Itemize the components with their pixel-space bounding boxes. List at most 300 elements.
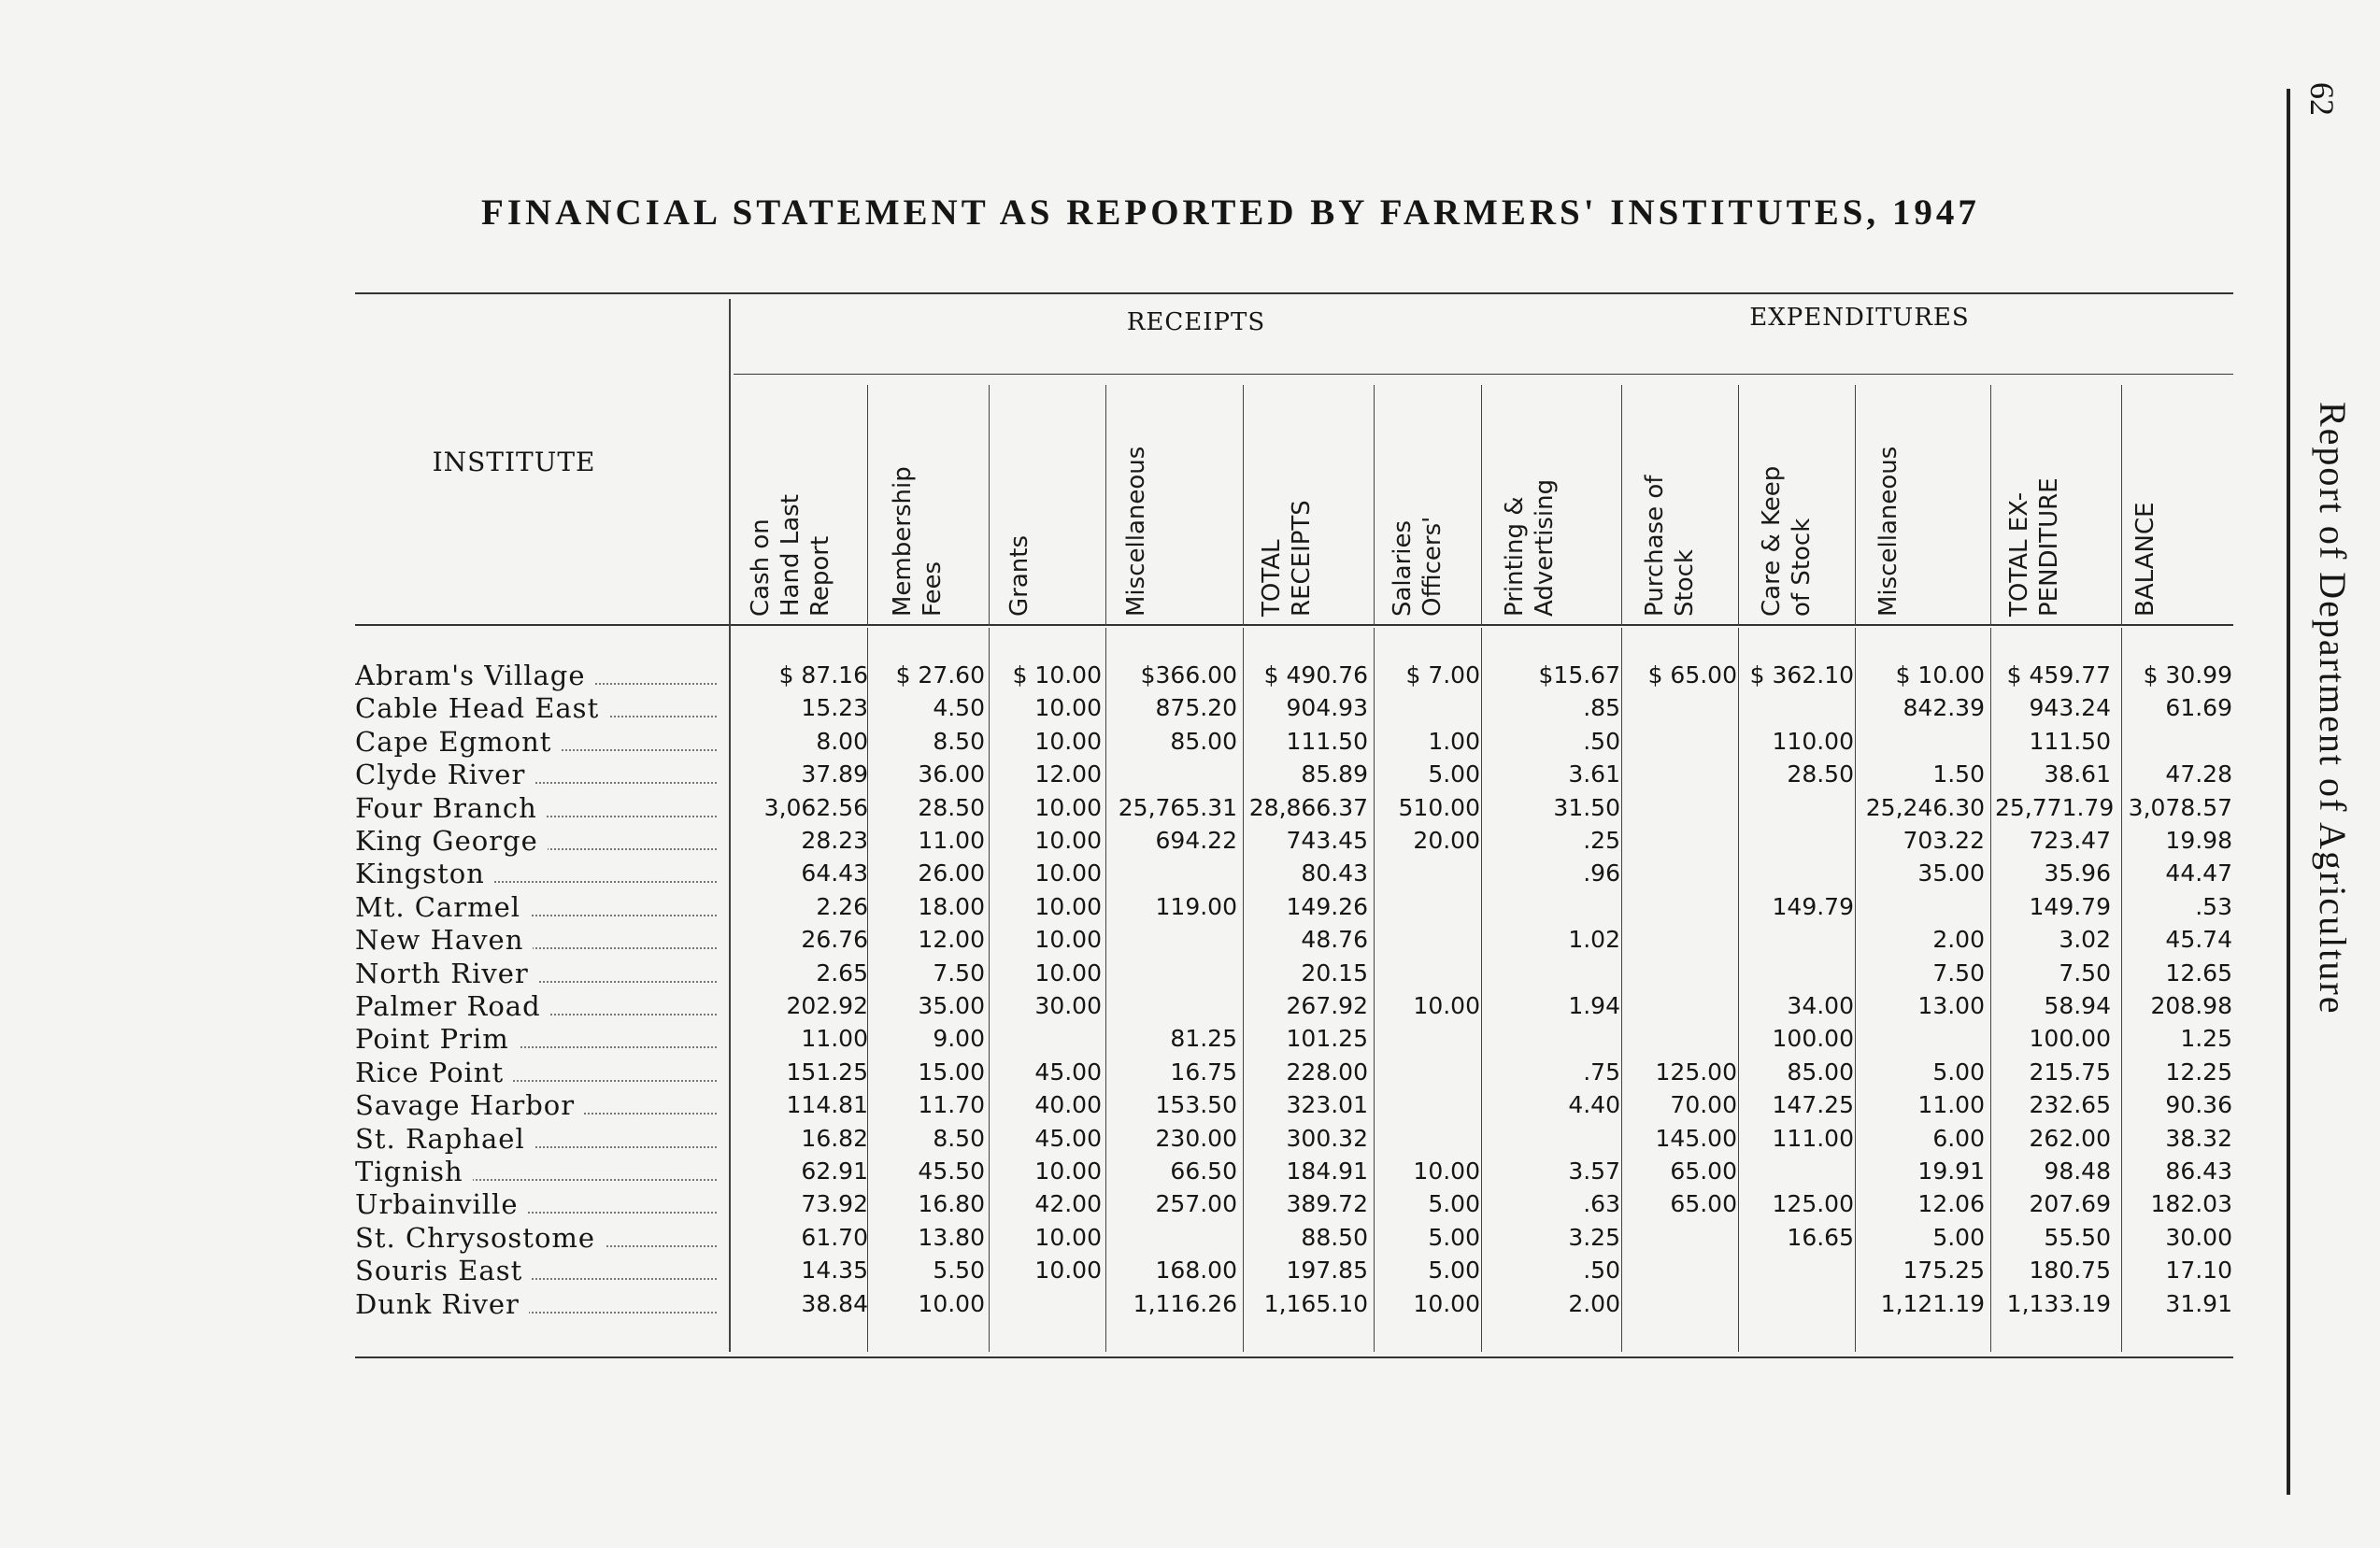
value-cell: 12.65	[2165, 959, 2232, 987]
value-cell	[1631, 1257, 1737, 1287]
expenditures-heading: EXPENDITURES	[1749, 304, 1970, 332]
value-cell	[995, 1025, 1102, 1056]
value-cell: 61.69	[2165, 694, 2232, 722]
value-cell: $ 65.00	[1647, 661, 1737, 689]
value-cell: 207.69	[2029, 1190, 2111, 1218]
value-cell: 19.91	[1917, 1157, 1985, 1185]
institute-name-cell	[355, 858, 724, 890]
value-cell: 11.00	[1917, 1091, 1985, 1119]
value-cell	[1378, 893, 1480, 924]
table-row	[355, 792, 2243, 825]
value-cell: 389.72	[1286, 1190, 1368, 1218]
value-cell: 1,121.19	[1880, 1289, 1985, 1317]
value-cell: 1,165.10	[1263, 1289, 1368, 1317]
value-cell: 45.74	[2165, 926, 2232, 954]
value-cell: 37.89	[801, 760, 868, 788]
value-cell: 145.00	[1655, 1124, 1737, 1152]
value-cell: 3.25	[1568, 1223, 1620, 1251]
value-cell: 10.00	[918, 1289, 985, 1317]
value-cell: 1,116.26	[1133, 1289, 1237, 1317]
value-cell: 12.00	[918, 926, 985, 954]
value-cell	[1747, 827, 1854, 858]
column-header	[1121, 383, 1243, 617]
value-cell: 125.00	[1772, 1190, 1854, 1218]
value-cell: 7.50	[1932, 959, 1985, 987]
value-cell: 25,765.31	[1118, 793, 1237, 821]
institute-column-header: INSTITUTE	[432, 447, 596, 477]
institute-name: Souris East	[355, 1255, 532, 1286]
institute-name: St. Chrysostome	[355, 1222, 605, 1254]
institute-name-cell	[355, 891, 724, 924]
value-cell: 182.03	[2150, 1190, 2232, 1218]
value-cell: 28.50	[918, 793, 985, 821]
value-cell: 38.61	[2044, 760, 2111, 788]
value-cell: 73.92	[801, 1190, 868, 1218]
value-cell: 35.00	[1917, 859, 1985, 888]
value-cell: 5.00	[1428, 1223, 1480, 1251]
value-cell: .53	[2195, 892, 2232, 920]
institute-name-cell	[355, 1023, 724, 1056]
value-cell: $ 490.76	[1263, 661, 1368, 689]
value-cell	[1864, 1025, 1985, 1056]
institute-name-cell	[355, 1288, 724, 1321]
value-cell: $366.00	[1140, 661, 1237, 689]
institute-name: Cable Head East	[355, 692, 608, 724]
value-cell: 111.50	[2029, 727, 2111, 755]
value-cell: 44.47	[2165, 859, 2232, 888]
value-cell: 300.32	[1286, 1124, 1368, 1152]
column-header	[1757, 383, 1860, 617]
value-cell: 61.70	[801, 1223, 868, 1251]
page-number: 62	[2303, 82, 2341, 116]
value-cell: 26.76	[801, 926, 868, 954]
value-cell	[1631, 694, 1737, 725]
value-cell: 88.50	[1301, 1223, 1368, 1251]
value-cell: 149.79	[1772, 892, 1854, 920]
value-cell: 85.00	[1787, 1058, 1854, 1086]
value-cell: 16.75	[1170, 1058, 1237, 1086]
column-header-label: Miscellaneous	[1874, 446, 1903, 617]
value-cell: 703.22	[1903, 827, 1985, 854]
value-cell: 42.00	[1034, 1190, 1102, 1218]
value-cell: 19.98	[2165, 827, 2232, 854]
value-cell	[1631, 893, 1737, 924]
value-cell: 1.00	[1428, 727, 1480, 755]
value-cell: 10.00	[1034, 1157, 1102, 1185]
value-cell: 11.00	[801, 1025, 868, 1053]
value-cell: $ 87.16	[778, 661, 868, 689]
value-cell: 98.48	[2044, 1157, 2111, 1185]
institute-name: Tignish	[355, 1156, 473, 1187]
value-cell: .75	[1583, 1058, 1620, 1086]
value-cell	[1747, 1157, 1854, 1188]
institute-name: Point Prim	[355, 1023, 519, 1055]
value-cell: 1.94	[1568, 992, 1620, 1019]
value-cell: 4.50	[933, 694, 985, 722]
value-cell	[1631, 760, 1737, 791]
table-row	[355, 825, 2243, 858]
value-cell	[1378, 1058, 1480, 1089]
value-cell	[1631, 1224, 1737, 1255]
institute-name: Clyde River	[355, 759, 534, 790]
institute-name-cell	[355, 1188, 724, 1221]
value-cell: $ 10.00	[1012, 661, 1102, 689]
value-cell	[1112, 760, 1237, 791]
value-cell: 28,866.37	[1248, 793, 1368, 821]
value-cell: 101.25	[1286, 1025, 1368, 1053]
value-cell: 2.00	[1932, 926, 1985, 954]
column-header	[1005, 383, 1107, 617]
value-cell: 149.79	[2029, 892, 2111, 920]
table-row	[355, 1188, 2243, 1221]
value-cell	[1631, 992, 1737, 1023]
value-cell: 228.00	[1286, 1058, 1368, 1086]
value-cell: 26.00	[918, 859, 985, 888]
value-cell	[1747, 959, 1854, 990]
value-cell: 58.94	[2044, 992, 2111, 1019]
running-header: Report of Department of Agriculture	[2312, 402, 2354, 1015]
column-rule	[1481, 385, 1482, 626]
value-cell: 267.92	[1286, 992, 1368, 1019]
value-cell: 10.00	[1413, 1157, 1480, 1185]
value-cell: 81.25	[1170, 1025, 1237, 1053]
institute-name-cell	[355, 660, 724, 692]
value-cell: 943.24	[2029, 694, 2111, 722]
value-cell	[1490, 1025, 1620, 1056]
value-cell	[1747, 859, 1854, 890]
value-cell: 9.00	[933, 1025, 985, 1053]
value-cell: 694.22	[1155, 827, 1237, 854]
value-cell: 64.43	[801, 859, 868, 888]
value-cell: 38.84	[801, 1289, 868, 1317]
value-cell: 6.00	[1932, 1124, 1985, 1152]
value-cell: 47.28	[2165, 760, 2232, 788]
value-cell: .85	[1583, 694, 1620, 722]
value-cell: 35.96	[2044, 859, 2111, 888]
column-header	[1640, 383, 1743, 617]
institute-name-cell	[355, 726, 724, 759]
table-row	[355, 1057, 2243, 1089]
value-cell: 85.00	[1170, 727, 1237, 755]
value-cell: 5.50	[933, 1257, 985, 1285]
value-cell: 55.50	[2044, 1223, 2111, 1251]
value-cell	[2121, 728, 2232, 759]
value-cell	[1490, 959, 1620, 990]
value-cell: 842.39	[1903, 694, 1985, 722]
value-cell: 168.00	[1155, 1257, 1237, 1285]
value-cell	[1631, 926, 1737, 957]
value-cell: 10.00	[1034, 694, 1102, 722]
value-cell: 743.45	[1286, 827, 1368, 854]
page-title: FINANCIAL STATEMENT AS REPORTED BY FARMERS' INSTITUTES, 1947	[481, 192, 1980, 233]
value-cell: 80.43	[1301, 859, 1368, 888]
column-rule	[1621, 385, 1622, 626]
table-row	[355, 692, 2243, 725]
institute-name-cell	[355, 1057, 724, 1089]
table-row	[355, 990, 2243, 1023]
value-cell: 723.47	[2029, 827, 2111, 854]
column-header	[2131, 383, 2238, 617]
value-cell: 202.92	[786, 992, 868, 1019]
header-bottom-rule	[355, 624, 2233, 626]
value-cell	[1864, 893, 1985, 924]
value-cell	[1112, 926, 1237, 957]
value-cell: 8.50	[933, 727, 985, 755]
value-cell	[1631, 1025, 1737, 1056]
value-cell: 119.00	[1155, 892, 1237, 920]
value-cell: 35.00	[918, 992, 985, 1019]
table-row	[355, 1222, 2243, 1255]
table-row	[355, 1156, 2243, 1188]
value-cell	[1112, 1224, 1237, 1255]
institute-name: King George	[355, 825, 548, 857]
column-header-label: Miscellaneous	[1122, 446, 1150, 617]
value-cell: 16.82	[801, 1124, 868, 1152]
value-cell: 230.00	[1155, 1124, 1237, 1152]
table-row	[355, 1123, 2243, 1156]
value-cell	[1631, 728, 1737, 759]
institute-name-cell	[355, 1156, 724, 1188]
value-cell: 2.26	[816, 892, 868, 920]
page-edge-rule	[2287, 89, 2290, 1495]
value-cell: 8.00	[816, 727, 868, 755]
column-rule	[1990, 385, 1991, 626]
column-header	[746, 383, 874, 617]
value-cell: 10.00	[1034, 827, 1102, 854]
value-cell: 12.06	[1917, 1190, 1985, 1218]
value-cell: 184.91	[1286, 1157, 1368, 1185]
institute-name-cell	[355, 759, 724, 791]
column-header-label: Grants	[1005, 535, 1033, 617]
value-cell	[1378, 1025, 1480, 1056]
institute-name: Dunk River	[355, 1288, 529, 1320]
value-cell: 5.00	[1428, 1190, 1480, 1218]
value-cell: 10.00	[1034, 892, 1102, 920]
table-row	[355, 759, 2243, 791]
value-cell: 114.81	[786, 1091, 868, 1119]
section-rule	[734, 374, 2233, 375]
value-cell: 147.25	[1772, 1091, 1854, 1119]
value-cell: 20.00	[1413, 827, 1480, 854]
value-cell	[1864, 728, 1985, 759]
institute-name-cell	[355, 1123, 724, 1156]
value-cell: 262.00	[2029, 1124, 2111, 1152]
institute-name: Kingston	[355, 858, 494, 889]
value-cell	[1631, 859, 1737, 890]
value-cell: 3.57	[1568, 1157, 1620, 1185]
value-cell: 65.00	[1670, 1190, 1737, 1218]
value-cell: 14.35	[801, 1257, 868, 1285]
value-cell: 3.02	[2059, 926, 2111, 954]
column-rule	[1738, 385, 1739, 626]
value-cell: 18.00	[918, 892, 985, 920]
value-cell: 5.00	[1428, 1257, 1480, 1285]
value-cell	[1631, 1290, 1737, 1321]
institute-name-cell	[355, 924, 724, 957]
value-cell: 5.00	[1428, 760, 1480, 788]
value-cell: 10.00	[1034, 926, 1102, 954]
value-cell: 323.01	[1286, 1091, 1368, 1119]
institute-name-cell	[355, 825, 724, 858]
table-row	[355, 1255, 2243, 1287]
column-rule	[867, 385, 868, 626]
value-cell: $ 7.00	[1405, 661, 1480, 689]
institute-name-cell	[355, 792, 724, 825]
value-cell: 11.00	[918, 827, 985, 854]
value-cell: 31.91	[2165, 1289, 2232, 1317]
value-cell: 197.85	[1286, 1257, 1368, 1285]
institute-name-cell	[355, 990, 724, 1023]
value-cell: 90.36	[2165, 1091, 2232, 1119]
value-cell: 16.80	[918, 1190, 985, 1218]
value-cell	[1112, 959, 1237, 990]
table-row	[355, 958, 2243, 990]
value-cell	[1378, 959, 1480, 990]
institute-name: Rice Point	[355, 1057, 513, 1088]
value-cell: 12.25	[2165, 1058, 2232, 1086]
value-cell: 10.00	[1034, 727, 1102, 755]
column-header-label: Salaries Officers'	[1389, 516, 1447, 617]
value-cell: 4.40	[1568, 1091, 1620, 1119]
value-cell: 100.00	[2029, 1025, 2111, 1053]
institute-name: Four Branch	[355, 792, 547, 824]
value-cell: 28.23	[801, 827, 868, 854]
value-cell: 10.00	[1034, 859, 1102, 888]
table-row	[355, 924, 2243, 957]
value-cell: 3,062.56	[763, 793, 868, 821]
value-cell: 111.00	[1772, 1124, 1854, 1152]
institute-name: North River	[355, 958, 538, 989]
value-cell: 875.20	[1155, 694, 1237, 722]
value-cell: 1.50	[1932, 760, 1985, 788]
institute-name-cell	[355, 1089, 724, 1122]
value-cell	[1112, 859, 1237, 890]
value-cell: 10.00	[1034, 1257, 1102, 1285]
receipts-heading: RECEIPTS	[1126, 308, 1266, 336]
table-row	[355, 726, 2243, 759]
value-cell: $ 10.00	[1895, 661, 1985, 689]
value-cell: 25,246.30	[1865, 793, 1985, 821]
value-cell: 904.93	[1286, 694, 1368, 722]
value-cell: 30.00	[1034, 992, 1102, 1019]
table-row	[355, 1288, 2243, 1321]
value-cell: 2.65	[816, 959, 868, 987]
institute-name: Cape Egmont	[355, 726, 561, 758]
institute-name: St. Raphael	[355, 1123, 534, 1155]
value-cell: 48.76	[1301, 926, 1368, 954]
value-cell: 30.00	[2165, 1223, 2232, 1251]
value-cell: 25,771.79	[1995, 793, 2115, 821]
value-cell: $ 362.10	[1749, 661, 1854, 689]
value-cell: 5.00	[1932, 1223, 1985, 1251]
value-cell: 125.00	[1655, 1058, 1737, 1086]
value-cell: 38.32	[2165, 1124, 2232, 1152]
value-cell: 66.50	[1170, 1157, 1237, 1185]
value-cell: 7.50	[933, 959, 985, 987]
value-cell	[1490, 1125, 1620, 1156]
value-cell: 62.91	[801, 1157, 868, 1185]
value-cell: .96	[1583, 859, 1620, 888]
column-header	[1500, 383, 1626, 617]
table-row	[355, 891, 2243, 924]
value-cell	[1747, 1290, 1854, 1321]
value-cell: 28.50	[1787, 760, 1854, 788]
value-cell: .25	[1583, 827, 1620, 854]
value-cell: 45.00	[1034, 1124, 1102, 1152]
value-cell: 34.00	[1787, 992, 1854, 1019]
value-cell: 5.00	[1932, 1058, 1985, 1086]
value-cell: 13.00	[1917, 992, 1985, 1019]
institute-name: Mt. Carmel	[355, 891, 530, 923]
value-cell: 10.00	[1413, 1289, 1480, 1317]
institute-name-cell	[355, 958, 724, 990]
value-cell	[1747, 694, 1854, 725]
value-cell: $ 459.77	[2006, 661, 2111, 689]
value-cell: 149.26	[1286, 892, 1368, 920]
value-cell: 215.75	[2029, 1058, 2111, 1086]
table-bottom-rule	[355, 1356, 2233, 1358]
value-cell	[1378, 1091, 1480, 1122]
column-header-label: BALANCE	[2131, 502, 2159, 617]
institute-name: Abram's Village	[355, 660, 595, 691]
value-cell: 17.10	[2165, 1257, 2232, 1285]
value-cell: 1,133.19	[2006, 1289, 2111, 1317]
value-cell: 257.00	[1155, 1190, 1237, 1218]
column-header-label: TOTAL EX- PENDITURE	[2005, 477, 2063, 617]
column-header	[1257, 383, 1374, 617]
value-cell	[1378, 1125, 1480, 1156]
column-rule	[1374, 385, 1375, 626]
column-rule	[2121, 385, 2122, 626]
value-cell	[1112, 992, 1237, 1023]
value-cell: 3,078.57	[2128, 793, 2232, 821]
table-row	[355, 1089, 2243, 1122]
column-rule	[1855, 385, 1856, 626]
column-header	[1388, 383, 1486, 617]
value-cell	[1378, 859, 1480, 890]
value-cell: 31.50	[1553, 793, 1620, 821]
value-cell: $ 30.99	[2143, 661, 2232, 689]
institute-name-cell	[355, 692, 724, 725]
value-cell: 7.50	[2059, 959, 2111, 987]
value-cell: 175.25	[1903, 1257, 1985, 1285]
column-header-label: Purchase of Stock	[1641, 475, 1699, 617]
value-cell: 100.00	[1772, 1025, 1854, 1053]
table-row	[355, 858, 2243, 890]
table-row	[355, 1023, 2243, 1056]
value-cell: 45.50	[918, 1157, 985, 1185]
value-cell: 1.25	[2180, 1025, 2232, 1053]
table-top-rule	[355, 292, 2233, 294]
institute-name-cell	[355, 1255, 724, 1287]
value-cell: 110.00	[1772, 727, 1854, 755]
column-header-label: Care & Keep of Stock	[1758, 465, 1816, 617]
value-cell: 10.00	[1034, 1223, 1102, 1251]
column-header	[888, 383, 990, 617]
column-header-label: Printing & Advertising	[1501, 478, 1559, 617]
institute-name: Urbainville	[355, 1188, 527, 1220]
value-cell: 15.00	[918, 1058, 985, 1086]
value-cell: 70.00	[1670, 1091, 1737, 1119]
value-cell	[1490, 893, 1620, 924]
value-cell	[1378, 926, 1480, 957]
column-header-label: TOTAL RECEIPTS	[1258, 500, 1316, 617]
value-cell: $15.67	[1538, 661, 1620, 689]
value-cell: 1.02	[1568, 926, 1620, 954]
value-cell	[1378, 694, 1480, 725]
value-cell: 45.00	[1034, 1058, 1102, 1086]
column-rule	[1243, 385, 1244, 626]
